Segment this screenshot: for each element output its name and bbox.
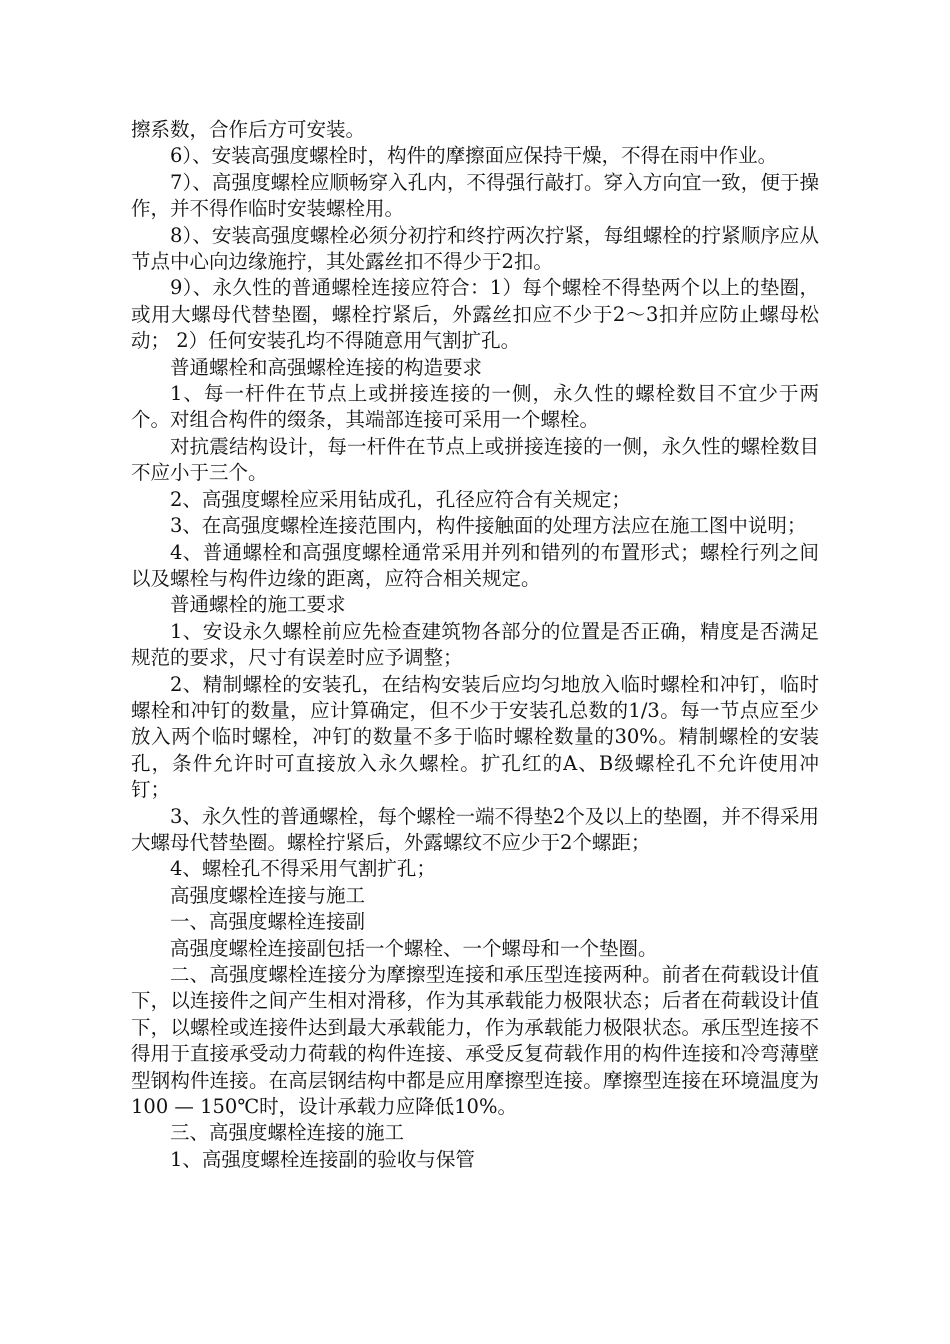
- section-heading-high-strength-connection: 高强度螺栓连接与施工: [170, 883, 366, 907]
- paragraph-connection-types: 二、高强度螺栓连接分为摩擦型连接和承压型连接两种。前者在荷载设计值下，以连接件之间产生相对滑移，作为其承载能力极限状态；后者在荷载设计值下，以螺栓或连接件达到最大承载能力，作为承载能力极限状态。承压型连接不得用于直接承受动力荷载的构件连接、承受反复荷载作用的构件连接和冷弯薄壁型钢构件连接。在高层钢结构中都是应用摩擦型连接。摩擦型连接在环境温度为100 — 150℃时，设计承载力应降低10%。: [131, 963, 819, 1119]
- paragraph-requirement-3: 3、在高强度螺栓连接范围内，构件接触面的处理方法应在施工图中说明；: [170, 514, 807, 538]
- paragraph-ordinary-2: 2、精制螺栓的安装孔，在结构安装后应均匀地放入临时螺栓和冲钉，临时螺栓和冲钉的数量，应计算确定，但不少于安装孔总数的1/3。每一节点应至少放入两个临时螺栓，冲钉的数量不多于临时螺栓数量的30%。精制螺栓的安装孔，条件允许时可直接放入永久螺栓。扩孔红的A、B级螺栓孔不允许使用冲钉；: [131, 672, 819, 802]
- paragraph-ordinary-1: 1、安设永久螺栓前应先检查建筑物各部分的位置是否正确，精度是否满足规范的要求，尺寸有误差时应予调整；: [131, 619, 819, 670]
- subheading-connection-set: 一、高强度螺栓连接副: [170, 910, 366, 934]
- paragraph-requirement-2: 2、高强度螺栓应采用钻成孔，孔径应符合有关规定；: [170, 487, 631, 511]
- paragraph-item-9: 9）、永久性的普通螺栓连接应符合：1）每个螺栓不得垫两个以上的垫圈，或用大螺母代替垫圈，螺栓拧紧后，外露丝扣应不少于2～3扣并应防止螺母松动； 2）任何安装孔均不得随意用气割扩孔。: [131, 276, 819, 353]
- paragraph-item-6: 6）、安装高强度螺栓时，构件的摩擦面应保持干燥，不得在雨中作业。: [170, 144, 778, 168]
- subheading-construction: 三、高强度螺栓连接的施工: [170, 1121, 405, 1145]
- paragraph-item-7: 7）、高强度螺栓应顺畅穿入孔内，不得强行敲打。穿入方向宜一致，便于操作，并不得作临时安装螺栓用。: [131, 170, 819, 221]
- paragraph-item-8: 8）、安装高强度螺栓必须分初拧和终拧两次拧紧，每组螺栓的拧紧顺序应从节点中心向边缘施拧，其处露丝扣不得少于2扣。: [131, 223, 819, 274]
- paragraph-seismic-design: 对抗震结构设计，每一杆件在节点上或拼接连接的一侧，永久性的螺栓数目不应小于三个。: [131, 434, 819, 485]
- document-body: [131, 117, 819, 1173]
- paragraph-ordinary-3: 3、永久性的普通螺栓，每个螺栓一端不得垫2个及以上的垫圈，并不得采用大螺母代替垫圈。螺栓拧紧后，外露螺纹不应少于2个螺距；: [131, 804, 819, 854]
- paragraph-ordinary-4: 4、螺栓孔不得采用气割扩孔；: [170, 857, 436, 881]
- paragraph-connection-set-contents: 高强度螺栓连接副包括一个螺栓、一个螺母和一个垫圈。: [170, 936, 658, 960]
- paragraph-continuation: 擦系数，合作后方可安装。: [131, 118, 366, 141]
- subheading-acceptance-storage: 1、高强度螺栓连接副的验收与保管: [170, 1147, 475, 1171]
- paragraph-requirement-4: 4、普通螺栓和高强度螺栓通常采用并列和错列的布置形式；螺栓行列之间以及螺栓与构件边缘的距离，应符合相关规定。: [131, 540, 819, 590]
- section-heading-construction-requirements: 普通螺栓和高强螺栓连接的构造要求: [170, 355, 483, 379]
- section-heading-ordinary-bolt-construction: 普通螺栓的施工要求: [170, 593, 346, 617]
- paragraph-requirement-1: 1、每一杆件在节点上或拼接连接的一侧，永久性的螺栓数目不宜少于两个。对组合构件的缀条，其端部连接可采用一个螺栓。: [131, 382, 819, 432]
